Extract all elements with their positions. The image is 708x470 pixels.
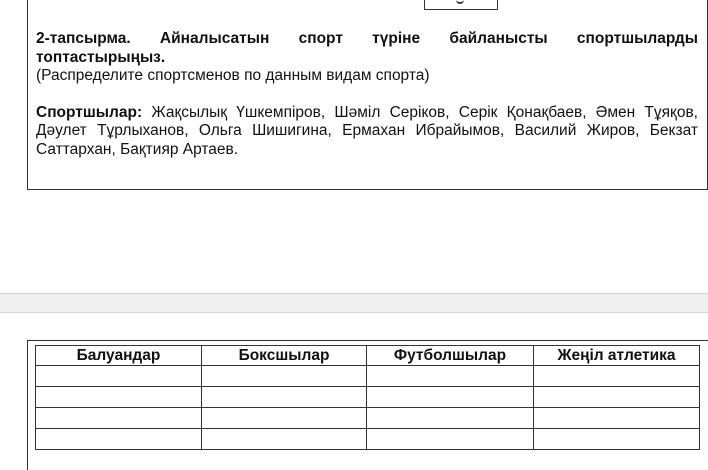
answer-cell[interactable] — [367, 408, 534, 429]
answer-cell[interactable] — [367, 366, 534, 387]
sheet-bottom-border — [27, 189, 708, 190]
header-boxers: Боксшылар — [202, 346, 367, 366]
answer-cell[interactable] — [202, 387, 367, 408]
sheet-top-border-bottom — [27, 340, 708, 341]
answer-cell[interactable] — [36, 429, 202, 450]
athletes-label: Спортшылар: — [36, 103, 143, 121]
athletes-paragraph — [36, 104, 698, 160]
answer-cell[interactable] — [534, 366, 700, 387]
table-row — [36, 387, 700, 408]
answer-cell[interactable] — [36, 387, 202, 408]
sport-sorting-table — [35, 345, 700, 450]
answer-cell[interactable] — [534, 408, 700, 429]
answer-cell[interactable] — [367, 387, 534, 408]
header-athletics: Жеңіл атлетика — [534, 346, 700, 366]
answer-cell[interactable] — [202, 408, 367, 429]
table-row — [36, 366, 700, 387]
cropped-glyph — [456, 0, 464, 4]
task-title: 2-тапсырма. Айналысатын спорт түріне байланысты спортшыларды топтастырыңыз. — [36, 30, 698, 66]
cropped-box-fragment — [424, 0, 498, 10]
answer-cell[interactable] — [367, 429, 534, 450]
header-footballers: Футболшылар — [367, 346, 534, 366]
table-header-row — [36, 346, 700, 366]
answer-cell[interactable] — [202, 429, 367, 450]
sheet-left-border-bottom — [27, 340, 28, 470]
task-block — [36, 30, 698, 159]
answer-cell[interactable] — [202, 366, 367, 387]
answer-cell[interactable] — [36, 408, 202, 429]
table-row — [36, 408, 700, 429]
page-separator-band — [0, 293, 708, 313]
sheet-left-border — [27, 0, 28, 190]
table-row — [36, 429, 700, 450]
header-wrestlers: Балуандар — [36, 346, 202, 366]
answer-cell[interactable] — [534, 429, 700, 450]
athletes-list: Жақсылық Үшкемпіров, Шәміл Серіков, Серік Қонақбаев, Әмен Тұяқов, Дәулет Тұрлыханов, Ольга Шишигина, Ермахан Ибрайымов, Василий Жиров, Бекзат Саттархан, Бақтияр Артаев. — [36, 103, 698, 158]
answer-cell[interactable] — [534, 387, 700, 408]
task-subtitle: (Распределите спортсменов по данным видам спорта) — [36, 67, 430, 84]
task-sheet-top — [0, 0, 708, 190]
answer-cell[interactable] — [36, 366, 202, 387]
